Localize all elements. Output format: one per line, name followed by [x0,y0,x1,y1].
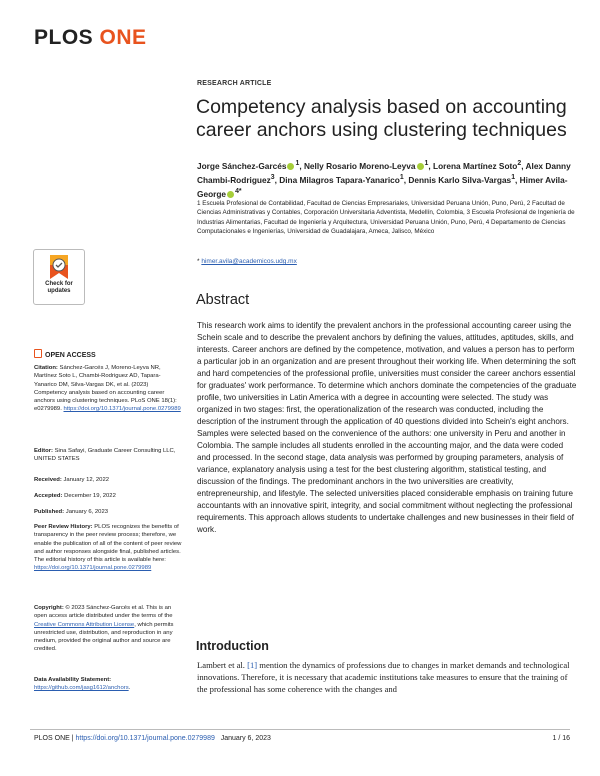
peer-review-block [34,523,182,573]
abstract-body: This research work aims to identify the prevalent anchors in the professional accounting career using the Schein scale and to describe the prevalent anchors by defining the values, attitudes, aptitudes, skills, and interests. Career anchors are defined by the competence, motivation, and values a person has to perform a particular job in an organization and are present throughout their working life. When determining the soft and hard competencies of the professional profile, universities must consider the career anchors essential for graduates' work performance. To determine which anchors dominate the competencies of the graduate profile, two universities in Latin America with a degree in accounting were selected. The study was organized in two stages: first, the operationalization of the research was conducted, including the description of the instrument through the application of 40 questions divided into Schein's eight anchors. Samples were selected based on the convenience of the authors: one university in Peru and another in Colombia. The sample includes all students enrolled in the accounting major, and the data were coded and processed. In the second stage, data analysis was performed by grouping parameters, analysis of variance, explanatory analysis using a test for the best clustering algorithm, statistical testing, and discussion of the findings. The predominant anchors in the two universities are creativity, entrepreneurship, and lifestyle. The selected universities placed considerable emphasis on training future accountants with an innovative spirit, integrity, and social commitment without neglecting the professional requirements. This approach allows students to undertake challenges and new businesses in their field of work. [197,321,577,534]
data-availability-link[interactable]: https://github.com/jasg1612/anchors [34,685,129,692]
journal-logo [34,26,147,50]
footer-separator: | [69,735,76,742]
bookmark-icon [46,253,72,281]
copyright-block [34,604,182,654]
intro-heading: Introduction [196,639,269,653]
accepted-label: Accepted: [34,493,63,499]
copyright-label: Copyright: [34,605,64,611]
author-sup: 4* [235,188,242,196]
logo-one: ONE [99,26,147,49]
corresponding-email [197,258,297,265]
peer-review-doi-link[interactable]: https://doi.org/10.1371/journal.pone.0279989 [34,565,152,572]
data-availability-end: . [128,685,131,692]
open-access [34,349,96,359]
page-number: 1 / 16 [552,735,570,742]
citation-block [34,364,182,414]
author-sup: 1 [399,174,404,182]
data-availability-block [34,676,182,693]
reference-link[interactable]: [1] [247,660,258,670]
citation-doi-link[interactable]: https://doi.org/10.1371/journal.pone.0279989 [63,406,181,413]
orcid-icon[interactable] [227,191,234,198]
published-date: January 6, 2023 [65,509,108,515]
footer-doi-link[interactable]: https://doi.org/10.1371/journal.pone.0279989 [75,735,215,742]
open-lock-icon [34,349,42,358]
author-name[interactable]: Lorena Martínez Soto [433,160,518,171]
copyright-text-end: , which permits unrestricted use, distribution, and reproduction in any medium, provided the original author and source are credited. [34,621,174,653]
received-date: January 12, 2022 [63,477,110,483]
citation-text: Sánchez-Garcés J, Moreno-Leyva NR, Martínez Soto L, Chambi-Rodriguez AD, Tapara-Yanarico DM, Silva-Vargas DK, et al. (2023) Competency analysis based on accounting career anchors using clustering techniques. PLoS ONE 18(1): e0279989. [34,365,177,413]
author-name[interactable]: Alex Danny Chambi-Rodriguez [197,160,571,185]
citation-label: Citation: [34,365,58,371]
check-updates-label: Check for updates [45,281,73,294]
orcid-icon[interactable] [287,163,294,170]
author-name[interactable]: Nelly Rosario Moreno-Leyva [303,160,416,171]
open-access-label: OPEN ACCESS [45,352,96,359]
editor-label: Editor: [34,448,53,454]
peer-review-label: Peer Review History: [34,524,93,530]
editor-text: Sina Safayi, Graduate Career Consulting LLC, UNITED STATES [34,448,176,463]
footer-divider [30,729,570,730]
published-label: Published: [34,509,65,515]
accepted-block [34,492,182,500]
published-block [34,508,182,516]
check-for-updates-badge[interactable] [33,249,85,305]
received-label: Received: [34,477,62,483]
email-link[interactable]: himer.avila@academicos.udg.mx [201,258,297,265]
author-name[interactable]: Himer Avila-George [197,174,568,199]
author-list: Jorge Sánchez-Garcés $^1$, Nelly Rosario Moreno-Leyva $^1$, Lorena Martínez Soto$^2$, Alex Danny Chambi-Rodriguez$^3$, Dina Milagros Tapara-Yanarico$^1$, Dennis Karlo Silva-Vargas$^1$, Himer Avila-George $^{4*}$ [197,160,571,199]
editor-block [34,447,182,464]
author-sup: 3 [270,174,275,182]
license-link[interactable]: Creative Commons Attribution License [34,621,135,628]
author-sup: 1 [424,160,429,167]
accepted-date: December 19, 2022 [64,493,116,499]
author-sup: 1 [511,174,516,182]
received-block [34,476,182,484]
email-marker: * [197,258,200,265]
abstract-heading: Abstract [196,292,250,308]
copyright-text: © 2023 Sánchez-Garcés et al. This is an open access article distributed under the terms of the [34,605,173,620]
footer-journal: PLOS ONE [34,735,70,742]
author-name[interactable]: Jorge Sánchez-Garcés [197,160,287,171]
author-name[interactable]: Dennis Karlo Silva-Vargas [408,174,512,185]
author-sup: 2 [517,160,522,167]
data-availability-label: Data Availability Statement: [34,677,112,683]
logo-plos: PLOS [34,26,94,49]
peer-review-text: PLOS recognizes the benefits of transparency in the peer review process; therefore, we enable the publication of all of the content of peer review and author responses alongside final, published articles. The editorial history of this article is available here: [34,524,182,564]
page-footer [34,735,271,742]
article-title: Competency analysis based on accounting career anchors using clustering techniques [196,96,567,141]
intro-text: Lambert et al. [197,660,248,670]
author-sup: 1 [295,160,300,167]
affiliations: 1 Escuela Profesional de Contabilidad, Facultad de Ciencias Empresariales, Universidad Peruana Unión, Puno, Perú, 2 Facultad de Ciencias Administrativas y Contables, Corporación Universitaria Adventista, Medellín, Colombia, 3 Escuela Profesional de Ingeniería de Industrias Alimentarias, Facultad de Ingeniería y Arquitectura, Universidad Peruana Unión, Puno, Perú, 4 Departamento de Ciencias Computacionales e Ingenierías, Universidad de Guadalajara, Ameca, Jalisco, México [197,200,575,235]
orcid-icon[interactable] [417,163,424,170]
author-name[interactable]: Dina Milagros Tapara-Yanarico [279,174,400,185]
footer-date: January 6, 2023 [220,735,271,742]
article-type: RESEARCH ARTICLE [197,80,272,87]
intro-paragraph [197,659,577,695]
intro-text: mention the dynamics of professions due to changes in market demands and technological innovations. Therefore, it is necessary that academic institutions take measures to ensure that the training of the professional has some coherence with the changes and [197,660,570,694]
